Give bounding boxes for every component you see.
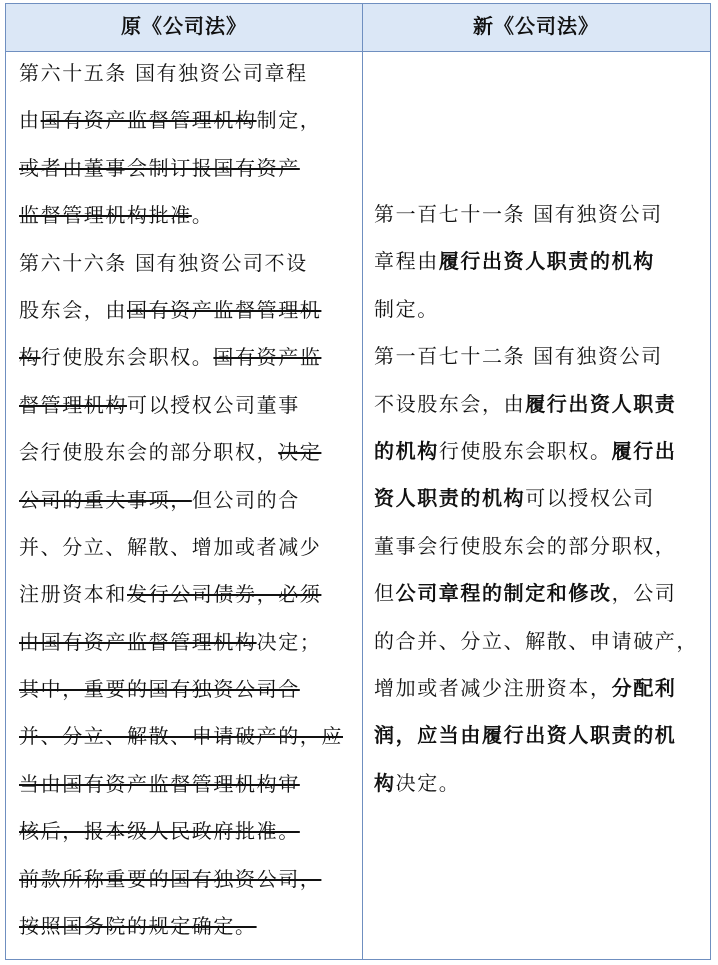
text-line [19,429,355,476]
text-line [19,145,355,192]
text-segment: 第一百七十二条 国有独资公司 [374,344,663,369]
new-law-text [374,191,706,807]
text-segment: 决定。 [395,770,461,795]
text-line [19,524,355,571]
deleted-text: 公司的重大事项， [19,487,192,512]
text-segment: 可以授权公司董事 [127,392,300,417]
text-segment: 第六十五条 国有独资公司章程 [19,61,308,85]
text-line [374,712,706,759]
text-segment: 可以授权公司 [525,486,655,511]
text-segment: 行使股东会职权。 [40,345,214,370]
amended-text: 履行出资人职责的机构 [438,249,655,274]
text-segment: 但 [374,581,396,606]
deleted-text: 其中，重要的国有独资公司合 [19,677,300,702]
text-line [374,191,706,238]
column-divider [362,4,363,959]
deleted-text: 构 [19,345,41,370]
text-line [19,477,355,524]
deleted-text: 并、分立、解散、申请破产的，应 [19,724,343,749]
text-line [374,381,706,428]
deleted-text: 按照国务院的规定确定。 [19,914,257,939]
text-line [19,240,355,287]
text-segment: 会行使股东会的部分职权， [19,440,279,465]
text-line [374,475,706,522]
text-segment: 制定。 [374,296,439,321]
text-segment: 并、分立、解散、增加或者减少 [19,534,322,559]
text-segment: 的合并、分立、解散、申请破产， [374,628,698,653]
text-segment: 。 [191,203,214,228]
text-segment: 增加或者减少注册资本， [374,675,612,700]
deleted-text: 国有资产监督管理机构 [40,108,257,133]
text-segment: 第六十六条 国有独资公司不设 [19,250,308,275]
table-header [6,4,710,52]
text-segment: 第一百七十一条 国有独资公司 [374,202,663,226]
text-line [374,523,706,570]
deleted-text: 决定 [278,440,322,465]
text-line [19,808,355,855]
text-line [19,761,355,808]
text-line [374,238,706,285]
text-line [19,713,355,760]
text-line [19,192,355,239]
amended-text: 的机构 [374,438,439,463]
text-line [19,903,355,950]
text-segment: 注册资本和 [19,582,127,607]
text-segment: 董事会行使股东会的部分职权， [374,533,677,558]
deleted-text: 由国有资产监督管理机构 [19,629,257,654]
text-segment: 但公司的合 [191,487,300,512]
amended-text: 分配利 [611,675,677,700]
text-segment: 不设股东会，由 [374,391,526,416]
text-line [374,428,706,475]
amended-text: 履行出 [611,438,677,463]
amended-text: 构 [374,770,396,795]
text-line [19,334,355,381]
new-law-column-header: 新《公司法》 [473,14,599,38]
text-segment: 制定， [256,108,322,133]
text-segment: 行使股东会职权。 [438,438,612,463]
text-segment: 股东会，由 [19,297,127,322]
deleted-text: 当由国有资产监督管理机构审 [19,771,300,796]
deleted-text: 监督管理机构批准 [19,203,192,228]
amended-text: 履行出资人职责 [525,391,677,416]
text-segment: 由 [19,108,41,133]
deleted-text: 核后，报本级人民政府批准。 [19,819,300,844]
text-line [19,50,355,97]
deleted-text: 国有资产监 [213,345,322,370]
old-law-text [19,50,355,950]
text-line [374,665,706,712]
text-segment: 决定； [256,629,322,654]
text-line [374,618,706,665]
amended-text: 资人职责的机构 [374,486,526,511]
text-segment: 章程由 [374,249,439,274]
text-line [374,570,706,617]
deleted-text: 前款所称重要的国有独资公司， [19,866,322,891]
deleted-text: 督管理机构 [19,392,127,417]
text-line [19,571,355,618]
text-line [374,760,706,807]
text-line [374,333,706,380]
text-segment: ，公司 [611,581,677,606]
deleted-text: 或者由董事会制订报国有资产 [19,155,300,180]
law-comparison-table [5,3,711,960]
amended-text: 公司章程的制定和修改 [395,581,612,606]
deleted-text: 国有资产监督管理机 [127,297,322,322]
text-line [19,619,355,666]
old-law-column-header: 原《公司法》 [121,14,247,38]
text-line [19,287,355,334]
text-line [19,666,355,713]
deleted-text: 发行公司债券，必须 [127,582,322,607]
text-line [19,97,355,144]
amended-text: 润，应当由履行出资人职责的机 [374,723,677,748]
text-line [374,286,706,333]
text-line [19,856,355,903]
text-line [19,382,355,429]
